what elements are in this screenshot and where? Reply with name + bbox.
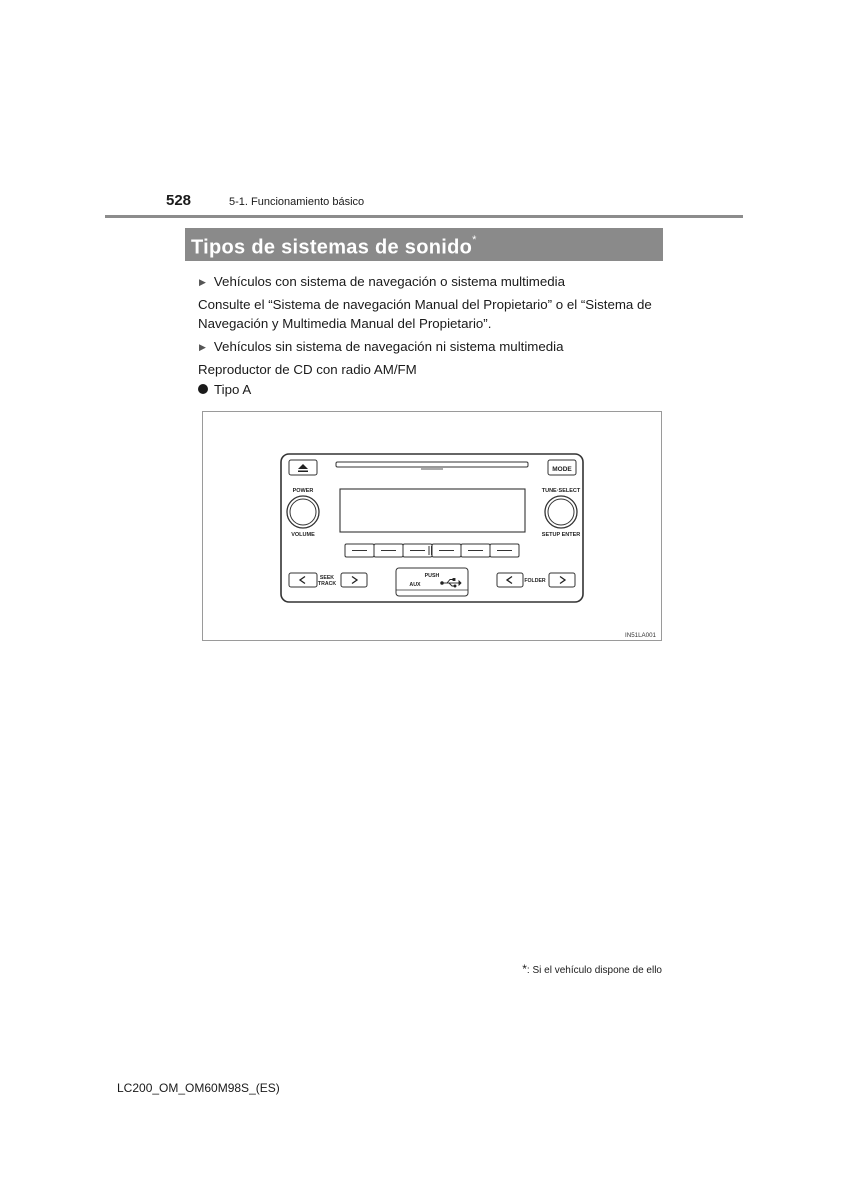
header-rule	[105, 215, 743, 218]
footnote-marker: *	[522, 962, 527, 976]
item2-body: Reproductor de CD con radio AM/FM	[198, 362, 417, 377]
aux-usb-cover	[396, 568, 468, 596]
track-label: TRACK	[317, 581, 337, 587]
cd-slot	[336, 462, 528, 467]
item2-heading	[199, 337, 564, 358]
seek-back-button	[289, 573, 317, 587]
triangle-bullet-icon: ▶	[199, 277, 206, 287]
aux-label: AUX	[409, 582, 421, 588]
display-screen	[340, 489, 525, 532]
item1-heading-text: Vehículos con sistema de navegación o sistema multimedia	[213, 274, 565, 289]
title-footnote-marker: *	[472, 234, 477, 246]
title-text: Tipos de sistemas de sonido	[191, 236, 473, 259]
tune-select-knob	[545, 496, 577, 528]
power-label: POWER	[292, 488, 314, 494]
item1-body-line2: Navegación y Multimedia Manual del Propietario”.	[198, 316, 492, 331]
page-number: 528	[166, 192, 192, 209]
eject-button	[289, 460, 317, 475]
seek-label: SEEK	[319, 575, 335, 581]
svg-text:MODE: MODE	[552, 466, 572, 473]
item1-heading	[199, 272, 565, 293]
push-label: PUSH	[424, 573, 440, 579]
section-title	[185, 228, 663, 261]
type-label	[198, 380, 251, 399]
item1-body-line1: Consulte el “Sistema de navegación Manual del Propietario” o el “Sistema de	[198, 297, 652, 312]
folder-forward-button	[549, 573, 575, 587]
triangle-bullet-icon: ▶	[199, 342, 206, 352]
setup-enter-label: SETUP ENTER	[541, 532, 581, 538]
figure-code: IN51LA001	[625, 632, 656, 639]
seek-forward-button	[341, 573, 367, 587]
volume-knob	[287, 496, 319, 528]
folder-back-button	[497, 573, 523, 587]
footer-code: LC200_OM_OM60M98S_(ES)	[117, 1081, 280, 1095]
footnote-text: : Si el vehículo dispone de ello	[526, 965, 662, 976]
folder-label: FOLDER	[524, 578, 546, 584]
footnote	[522, 962, 662, 976]
preset-buttons	[345, 544, 519, 557]
section-label: 5-1. Funcionamiento básico	[229, 196, 365, 208]
audio-unit-figure	[202, 411, 662, 641]
volume-label: VOLUME	[291, 532, 315, 538]
tune-select-label: TUNE·SELECT	[541, 488, 581, 494]
type-label-text: Tipo A	[214, 382, 252, 397]
round-bullet-icon	[198, 384, 208, 394]
item2-heading-text: Vehículos sin sistema de navegación ni sistema multimedia	[213, 339, 564, 354]
audio-unit-illustration	[203, 412, 663, 642]
mode-button	[548, 460, 576, 475]
